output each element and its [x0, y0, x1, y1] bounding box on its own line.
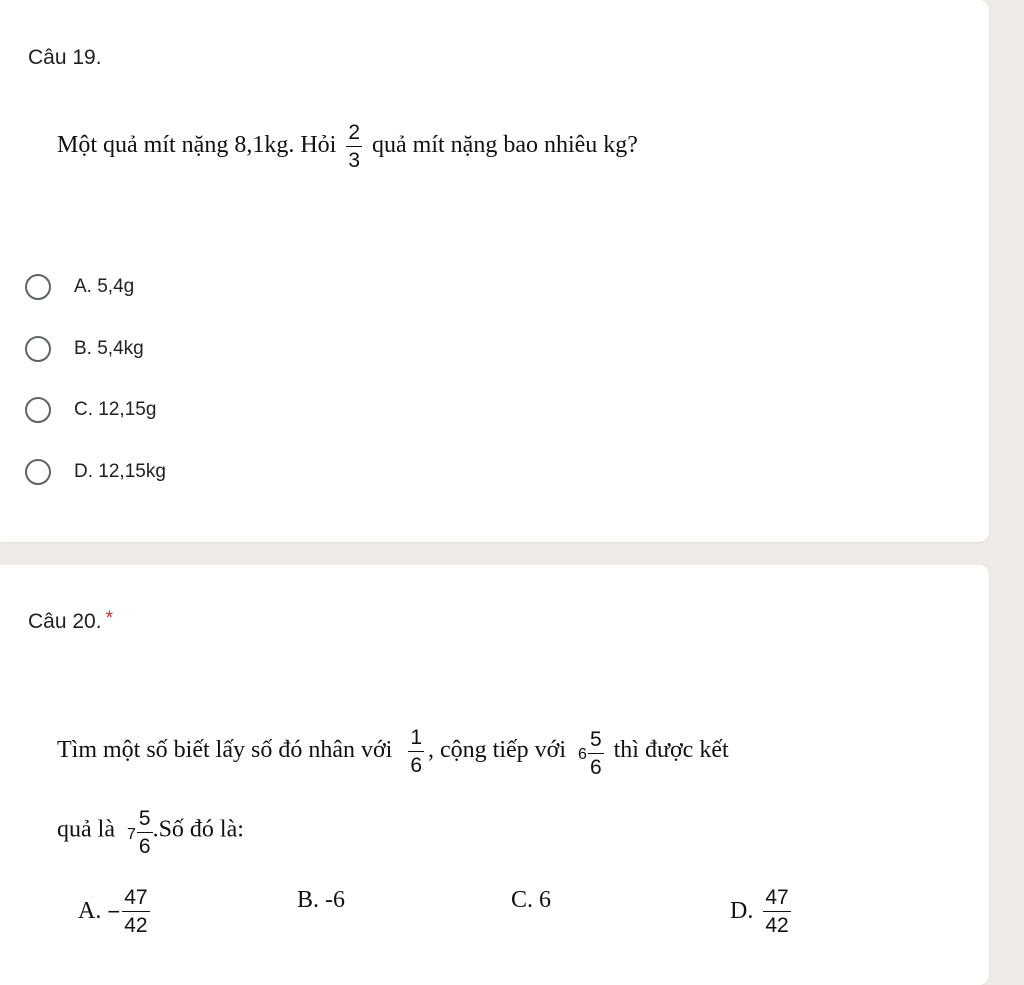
answer-d-fraction — [763, 887, 790, 936]
option-d[interactable] — [25, 459, 166, 485]
radio-button-icon[interactable] — [25, 274, 51, 300]
fraction-numerator: 1 — [408, 727, 424, 752]
answer-label: D. — [730, 898, 754, 924]
question-text-part: .Số đó là: — [152, 816, 244, 843]
answer-a-fraction — [122, 887, 149, 936]
fraction-denominator: 42 — [124, 914, 148, 937]
mixed-fraction — [588, 729, 604, 778]
radio-button-icon[interactable] — [25, 459, 51, 485]
fraction-denominator: 42 — [765, 914, 789, 937]
question-text-20-line2 — [57, 808, 244, 857]
option-a[interactable] — [25, 274, 134, 300]
mixed-fraction — [137, 808, 153, 857]
question-text-part: , cộng tiếp với — [428, 737, 567, 764]
answer-label: C. 6 — [511, 887, 552, 913]
fraction-numerator: 5 — [588, 729, 604, 754]
mixed-number-7-5-6 — [127, 808, 153, 857]
fraction-denominator: 3 — [348, 149, 361, 172]
fraction-numerator: 47 — [763, 887, 790, 912]
answer-c — [511, 887, 551, 914]
fraction-denominator: 6 — [138, 835, 151, 858]
answer-a — [78, 887, 154, 936]
question-text-part: Tìm một số biết lấy số đó nhân với — [57, 737, 393, 764]
fraction-denominator: 6 — [589, 755, 602, 779]
required-asterisk: * — [105, 608, 113, 629]
mixed-whole: 6 — [578, 746, 587, 764]
question-card-20 — [0, 565, 989, 985]
fraction-denominator: 6 — [410, 754, 423, 777]
question-title-19: Câu 19. — [28, 46, 102, 69]
fraction-numerator: 5 — [137, 808, 153, 833]
answer-d — [730, 887, 795, 936]
option-label: D. 12,15kg — [74, 461, 166, 482]
question-text-part: quả mít nặng bao nhiêu kg? — [372, 132, 638, 159]
mixed-number-6-5-6 — [578, 729, 608, 778]
answer-b — [297, 887, 345, 914]
question-title-text: Câu 20. — [28, 610, 102, 633]
answer-label: B. -6 — [297, 887, 345, 913]
radio-button-icon[interactable] — [25, 336, 51, 362]
fraction-two-thirds — [346, 122, 362, 171]
answer-label: A. — [78, 898, 102, 924]
question-text-20-line1 — [57, 727, 729, 778]
option-label: C. 12,15g — [74, 399, 157, 420]
fraction-numerator: 47 — [122, 887, 149, 912]
minus-sign: − — [107, 898, 121, 924]
question-text-19 — [57, 122, 638, 171]
option-label: A. 5,4g — [74, 276, 135, 297]
question-text-part: Một quả mít nặng 8,1kg. Hỏi — [57, 132, 337, 159]
question-text-part: quả là — [57, 816, 115, 843]
mixed-whole: 7 — [126, 825, 136, 843]
option-c[interactable] — [25, 397, 156, 423]
question-text-part: thì được kết — [613, 737, 729, 764]
fraction-numerator: 2 — [346, 122, 362, 147]
option-b[interactable] — [25, 336, 144, 362]
option-label: B. 5,4kg — [74, 338, 144, 359]
fraction-one-sixth — [408, 727, 424, 776]
question-title-20 — [28, 610, 113, 634]
radio-button-icon[interactable] — [25, 397, 51, 423]
